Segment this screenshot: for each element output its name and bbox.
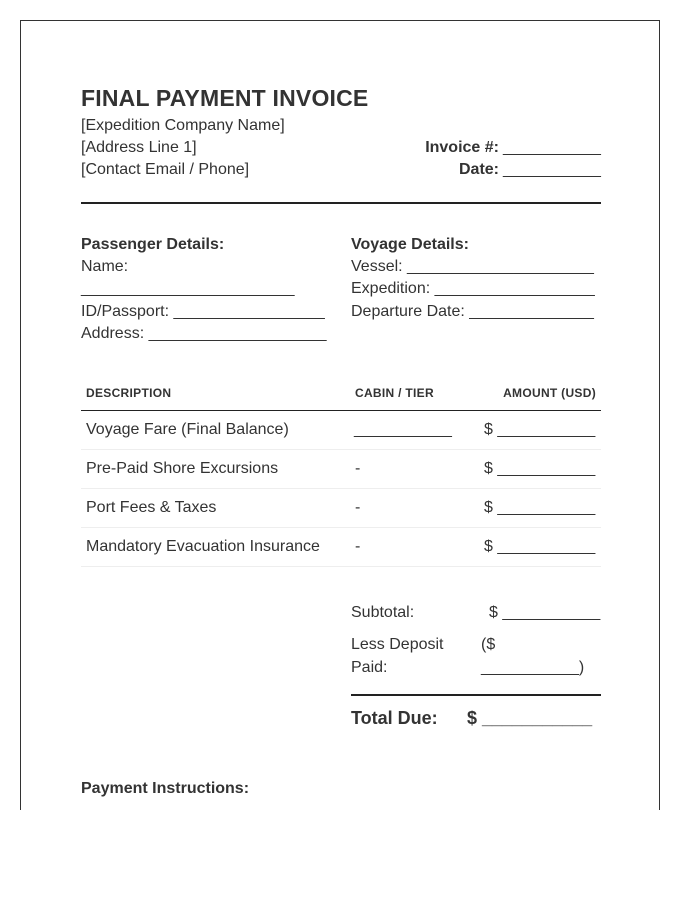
passenger-id-field: ID/Passport: _________________ <box>81 303 325 320</box>
table-row-description: Mandatory Evacuation Insurance <box>86 538 320 555</box>
table-row-amount: $ ___________ <box>484 460 596 477</box>
voyage-vessel-field: Vessel: _____________________ <box>351 258 594 275</box>
passenger-address-field: Address: ____________________ <box>81 325 327 342</box>
passenger-name-field: ________________________ <box>81 280 295 297</box>
table-row-description: Pre-Paid Shore Excursions <box>86 460 279 477</box>
deposit-label-continued: Paid: <box>351 659 388 676</box>
invoice-page <box>20 20 660 810</box>
column-description: DESCRIPTION <box>86 386 172 400</box>
total-due-label: Total Due: <box>351 708 438 728</box>
subtotal-value: $ ___________ <box>489 604 601 621</box>
invoice-date-label: Date: <box>458 161 499 178</box>
invoice-title: FINAL PAYMENT INVOICE <box>81 85 369 111</box>
voyage-heading: Voyage Details: <box>351 236 469 253</box>
payment-instructions-heading: Payment Instructions: <box>81 780 250 797</box>
table-header-divider <box>81 410 601 411</box>
row-divider <box>81 449 601 450</box>
table-row-amount: $ ___________ <box>484 421 596 438</box>
table-row-description: Port Fees & Taxes <box>86 499 217 516</box>
deposit-label: Less Deposit <box>351 636 444 653</box>
company-contact: [Contact Email / Phone] <box>81 161 250 178</box>
table-row-tier: - <box>355 460 361 477</box>
table-row-amount: $ ___________ <box>484 538 596 555</box>
company-address: [Address Line 1] <box>81 139 197 156</box>
column-amount: AMOUNT (USD) <box>503 386 596 400</box>
totals-divider <box>351 694 601 696</box>
company-name: [Expedition Company Name] <box>81 117 285 134</box>
header-divider <box>81 202 601 204</box>
voyage-departure-field: Departure Date: ______________ <box>351 303 594 320</box>
table-row-tier: - <box>355 499 361 516</box>
table-row-tier: - <box>355 538 361 555</box>
invoice-number-field: ___________ <box>503 139 601 156</box>
invoice-date-field: ___________ <box>503 161 601 178</box>
table-row-tier: ___________ <box>354 421 452 438</box>
row-divider <box>81 488 601 489</box>
row-divider <box>81 566 601 567</box>
invoice-number-label: Invoice #: <box>425 139 499 156</box>
table-row-amount: $ ___________ <box>484 499 596 516</box>
row-divider <box>81 527 601 528</box>
voyage-expedition-field: Expedition: __________________ <box>351 280 595 297</box>
passenger-name-label: Name: <box>81 258 129 275</box>
total-due-value: $ ___________ <box>467 708 593 728</box>
subtotal-label: Subtotal: <box>351 604 415 621</box>
passenger-heading: Passenger Details: <box>81 236 225 253</box>
deposit-value: ($ <box>481 636 496 653</box>
deposit-value-continued: ___________) <box>481 659 585 676</box>
column-cabin-tier: CABIN / TIER <box>355 386 434 400</box>
table-row-description: Voyage Fare (Final Balance) <box>86 421 289 438</box>
